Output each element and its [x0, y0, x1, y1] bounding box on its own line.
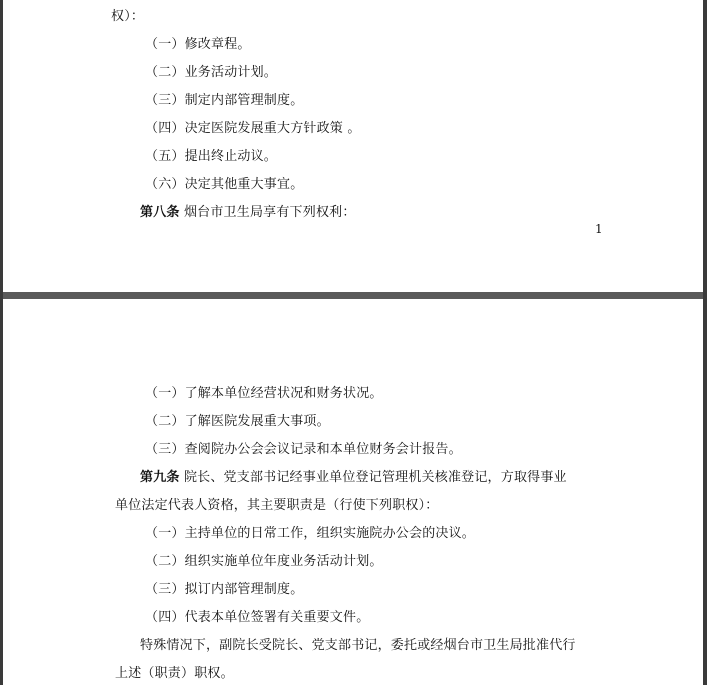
- article-8-heading: 第八条: [140, 205, 180, 220]
- viewer-left-border: [0, 0, 3, 685]
- text-line: 权）：: [111, 9, 145, 24]
- list-item: （二）了解医院发展重大事项。: [145, 414, 330, 429]
- viewer-right-border: [703, 0, 707, 685]
- document-page-2: [3, 299, 703, 685]
- list-item: （一）修改章程。: [145, 37, 251, 52]
- article-8-paragraph: [140, 201, 356, 220]
- list-item: （三）查阅院办公会会议记录和本单位财务会计报告。: [145, 442, 462, 457]
- list-item: （二）业务活动计划。: [145, 65, 278, 80]
- special-case-paragraph: 特殊情况下，副院长受院长、党支部书记，委托或经烟台市卫生局批准代行: [140, 638, 576, 653]
- list-item: （一）了解本单位经营状况和财务状况。: [145, 386, 383, 401]
- list-item: （三）制定内部管理制度。: [145, 93, 304, 108]
- page-number: 1: [595, 222, 603, 236]
- list-item: （四）决定医院发展重大方针政策 。: [145, 121, 361, 136]
- article-9-paragraph: [140, 466, 567, 485]
- list-item: （三）拟订内部管理制度。: [145, 582, 304, 597]
- list-item: （六）决定其他重大事宜。: [145, 177, 304, 192]
- list-item: （四）代表本单位签署有关重要文件。: [145, 610, 370, 625]
- list-item: （二）组织实施单位年度业务活动计划。: [145, 554, 383, 569]
- article-8-text: 烟台市卫生局享有下列权利：: [183, 205, 356, 220]
- list-item: （五）提出终止动议。: [145, 149, 278, 164]
- special-case-paragraph-continued: 上述（职责）职权。: [115, 666, 234, 681]
- article-9-text: 院长、党支部书记经事业单位登记管理机关核准登记，方取得事业: [183, 470, 567, 485]
- document-page-1: [3, 0, 703, 292]
- page-separator: [0, 292, 707, 299]
- article-9-text-continued: 单位法定代表人资格，其主要职责是（行使下列职权）：: [115, 498, 439, 513]
- list-item: （一）主持单位的日常工作，组织实施院办公会的决议。: [145, 526, 476, 541]
- article-9-heading: 第九条: [140, 470, 180, 485]
